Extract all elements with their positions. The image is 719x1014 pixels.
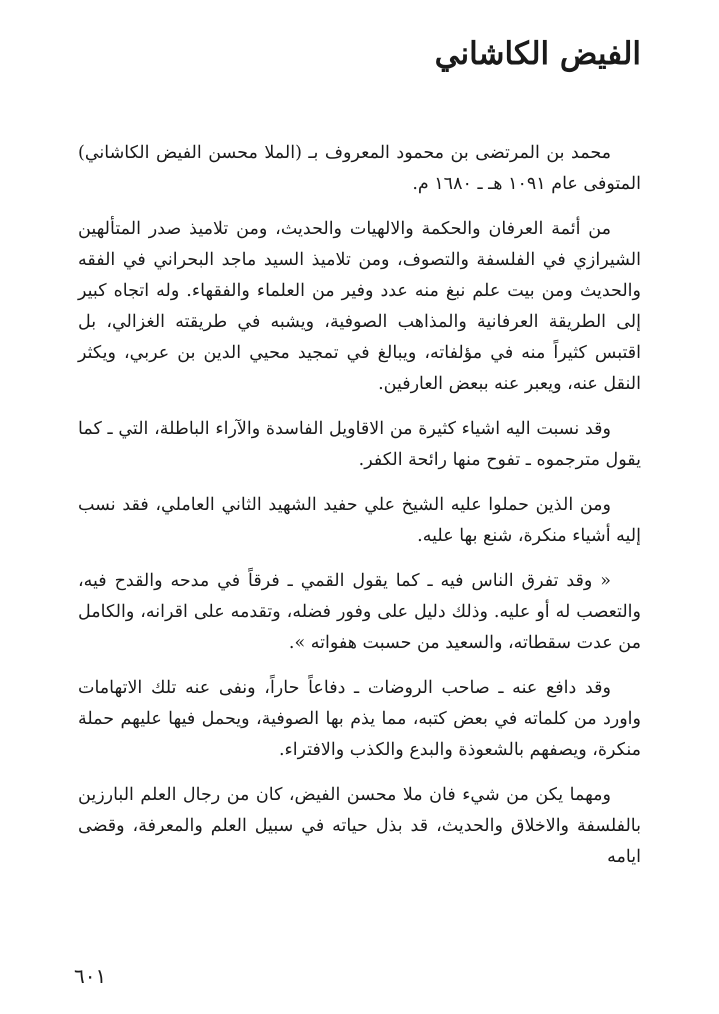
body-text — [78, 138, 641, 887]
paragraph-accusations: وقد نسبت اليه اشياء كثيرة من الاقاويل الفاسدة والآراء الباطلة، التي ـ كما يقول مترجموه ـ تفوح منها رائحة الكفر. — [78, 419, 641, 470]
paragraph-intro: محمد بن المرتضى بن محمود المعروف بـ (الملا محسن الفيض الكاشاني) المتوفى عام ١٠٩١ هـ ـ ١٦٨٠ م. — [78, 143, 641, 194]
paragraph-qummi-quote: « وقد تفرق الناس فيه ـ كما يقول القمي ـ فرقاً في مدحه والقدح فيه، والتعصب له أو عليه. وذلك دليل على وفور فضله، وتقدمه على اقرانه، والكامل من عدت سقطاته، والسعيد من حسبت هفواته ». — [78, 571, 641, 653]
paragraph-critics: ومن الذين حملوا عليه الشيخ علي حفيد الشهيد الثاني العاملي، فقد نسب إليه أشياء منكرة، شنع بها عليه. — [78, 495, 641, 546]
page-title: الفيض الكاشاني — [434, 36, 641, 72]
page-number: ٦٠١ — [74, 964, 107, 988]
paragraph-defense: وقد دافع عنه ـ صاحب الروضات ـ دفاعاً حاراً، ونفى عنه تلك الاتهامات واورد من كلماته في بعض كتبه، مما يذم بها الصوفية، ويحمل فيها عليهم حملة منكرة، ويصفهم بالشعوذة والبدع والكذب والافتراء. — [78, 678, 641, 760]
paragraph-background: من أئمة العرفان والحكمة والالهيات والحديث، ومن تلاميذ صدر المتألهين الشيرازي في الفلسفة والتصوف، ومن تلاميذ السيد ماجد البحراني في الفقه والحديث ومن بيت علم نبغ منه عدد وفير من العلماء والفقهاء. وله اتجاه كبير إلى الطريقة العرفانية والمذاهب الصوفية، ويشبه في طريقته الغزالي، بل اقتبس كثيراً منه في مؤلفاته، ويبالغ في تمجيد محيي الدين بن عربي، ويكثر النقل عنه، ويعبر عنه ببعض العارفين. — [78, 219, 641, 394]
paragraph-conclusion: ومهما يكن من شيء فان ملا محسن الفيض، كان من رجال العلم البارزين بالفلسفة والاخلاق والحديث، قد بذل حياته في سبيل العلم والمعرفة، وقضى ايامه — [78, 785, 641, 867]
